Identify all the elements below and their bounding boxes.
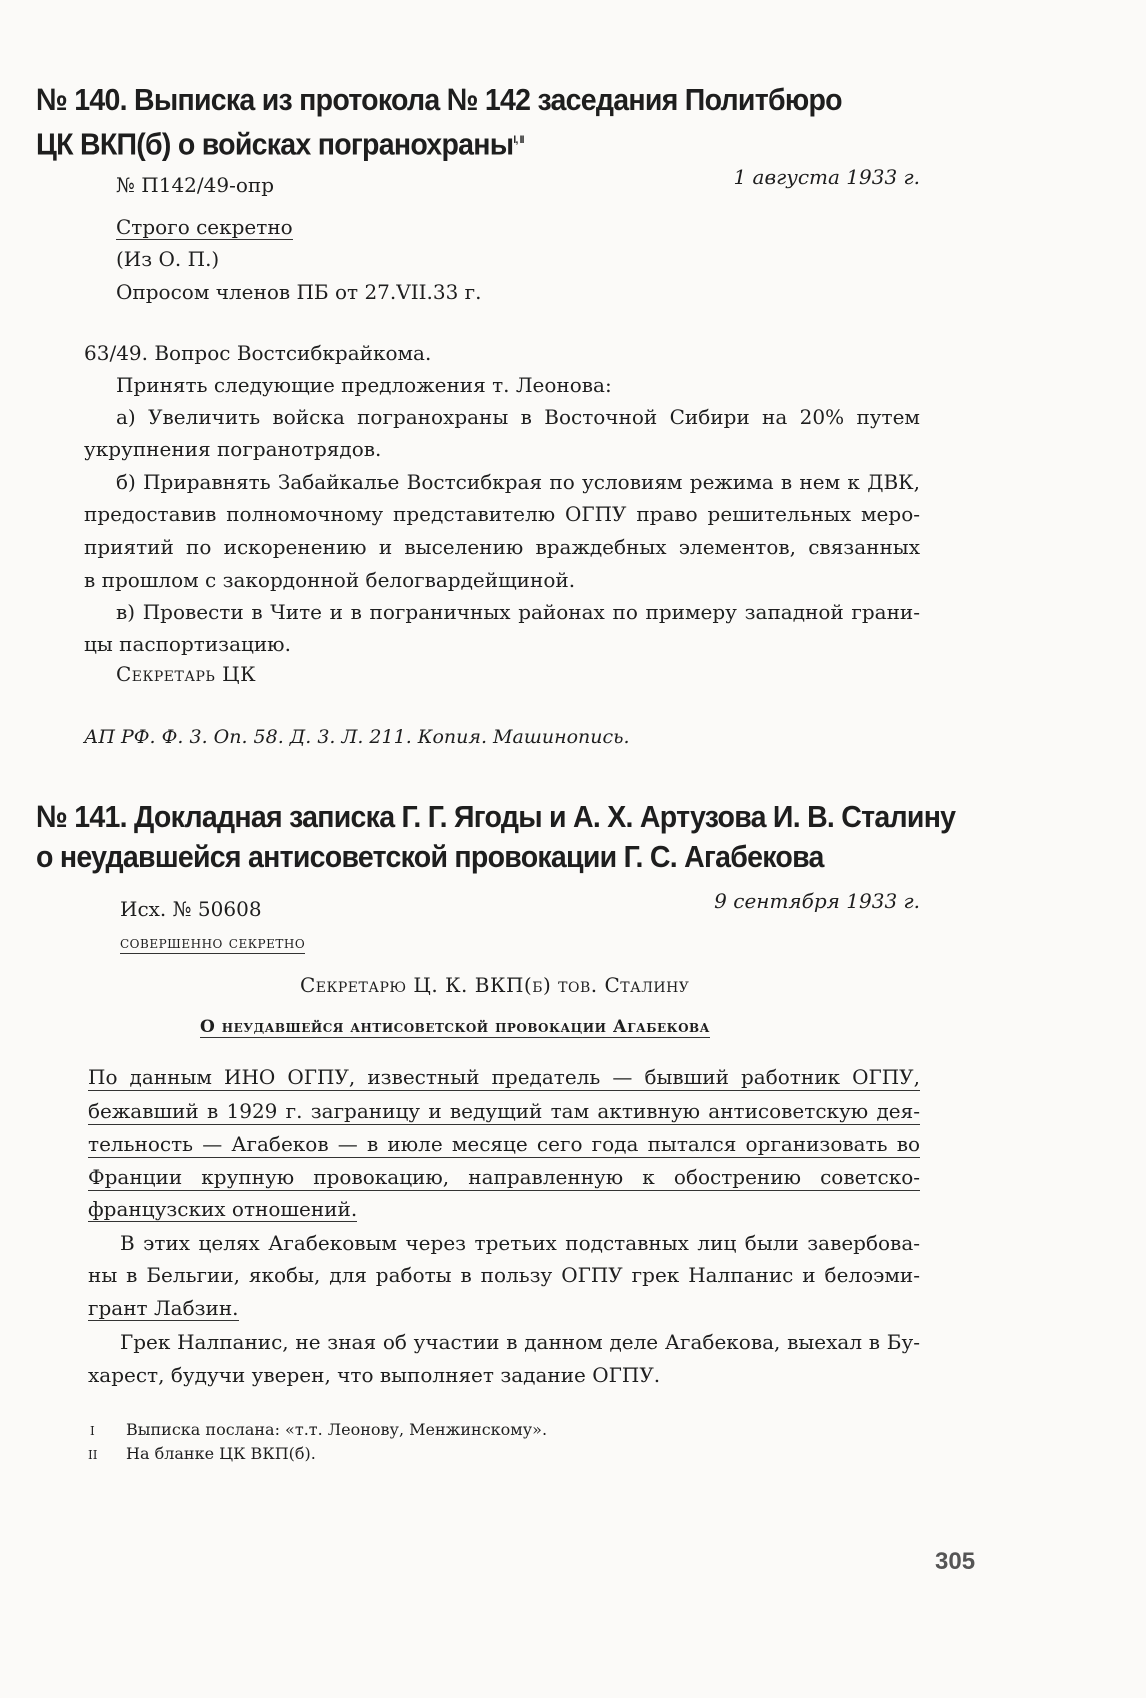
doc141-title-line2: о неудавшейся антисоветской провокации Г. С. Агабекова: [36, 839, 824, 874]
doc140-line: укрупнения погранотрядов.: [84, 437, 382, 461]
doc141-line: Грек Налпанис, не зная об участии в данном деле Агабекова, выехал в Бу-: [120, 1330, 920, 1354]
doc141-line: бежавший в 1929 г. заграницу и ведущий там активную антисоветскую дея-: [88, 1099, 920, 1123]
doc141-line: В этих целях Агабековым через третьих подставных лиц были завербова-: [120, 1231, 920, 1255]
doc140-line: Принять следующие предложения т. Леонова:: [116, 373, 612, 397]
doc140-title-line1: № 140. Выписка из протокола № 142 заседания Политбюро: [36, 82, 842, 117]
footnote-refs: I, II: [513, 134, 524, 146]
doc140-source-note: (Из О. П.): [116, 247, 220, 271]
doc141-date: 9 сентября 1933 г.: [714, 889, 920, 913]
doc141-subject: О неудавшейся антисоветской провокации Агабекова: [200, 1017, 710, 1037]
doc140-line: цы паспортизацию.: [84, 632, 291, 656]
doc140-line: в) Провести в Чите и в пограничных районах по примеру западной грани-: [116, 600, 920, 624]
doc140-item: 63/49. Вопрос Востсибкрайкома.: [84, 341, 432, 365]
doc141-addressee: Секретарю Ц. К. ВКП(б) тов. Сталину: [300, 973, 690, 997]
doc140-secrecy: Строго секретно: [116, 215, 293, 239]
doc141-line: По данным ИНО ОГПУ, известный предатель — бывший работник ОГПУ,: [88, 1065, 920, 1089]
doc141-title-line1: № 141. Докладная записка Г. Г. Ягоды и А. Х. Артузова И. В. Сталину: [36, 799, 956, 834]
doc141-line: французских отношений.: [88, 1197, 358, 1221]
doc141-secrecy: совершенно секретно: [120, 933, 306, 953]
doc141-line: Франции крупную провокацию, направленную к обострению советско-: [88, 1165, 920, 1189]
footnote-mark: I: [90, 1424, 95, 1438]
doc141-line: харест, будучи уверен, что выполняет задание ОГПУ.: [88, 1363, 661, 1387]
doc141-line: ны в Бельгии, якобы, для работы в пользу ОГПУ грек Налпанис и белоэми-: [88, 1263, 920, 1287]
doc140-line: б) Приравнять Забайкалье Востсибкрая по условиям режима в нем к ДВК,: [116, 470, 920, 494]
page-number: 305: [935, 1548, 976, 1575]
footnote-text: На бланке ЦК ВКП(б).: [126, 1444, 316, 1463]
doc141-line: тельность — Агабеков — в июле месяце сего года пытался организовать во: [88, 1132, 920, 1156]
doc140-signature: Секретарь ЦК: [116, 662, 257, 686]
doc140-line: предоставив полномочному представителю ОГПУ право решительных меро-: [84, 502, 920, 526]
doc140-poll: Опросом членов ПБ от 27.VII.33 г.: [116, 280, 482, 304]
doc140-line: в прошлом с закордонной белогвардейщиной.: [84, 568, 576, 592]
doc141-number: Исх. № 50608: [120, 897, 262, 921]
doc140-title-text: ЦК ВКП(б) о войсках погранохраны: [36, 126, 514, 162]
footnote-text: Выписка послана: «т.т. Леонову, Менжинскому».: [126, 1420, 548, 1439]
doc140-number: № П142/49-опр: [116, 173, 275, 197]
footnote-mark: II: [88, 1448, 98, 1462]
doc140-line: приятий по искоренению и выселению враждебных элементов, связанных: [84, 535, 920, 559]
doc140-title-line2: [36, 120, 524, 164]
doc140-archive: АП РФ. Ф. 3. Оп. 58. Д. 3. Л. 211. Копия. Машинопись.: [84, 726, 630, 748]
doc140-line: а) Увеличить войска погранохраны в Восточной Сибири на 20% путем: [116, 405, 920, 429]
doc141-line: грант Лабзин.: [88, 1296, 239, 1320]
doc140-date: 1 августа 1933 г.: [733, 165, 920, 189]
